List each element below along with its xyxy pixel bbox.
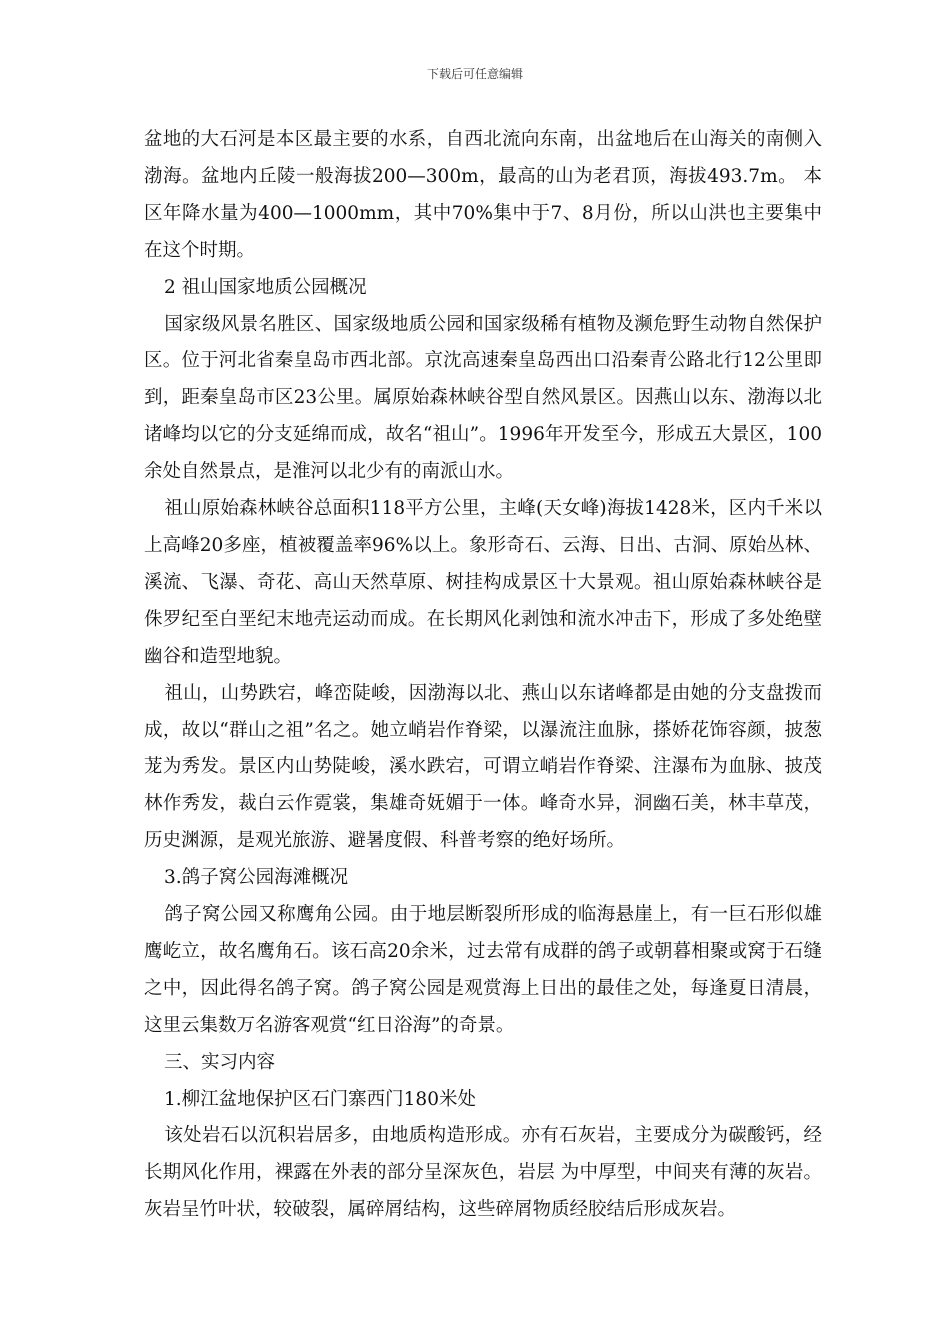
section-heading-gezi-wo: 3.鸽子窝公园海滩概况 [164,867,349,889]
page-header: 下载后可任意编辑 [426,67,523,81]
subsection-heading-liujiang: 1.柳江盆地保护区石门寨西门180米处 [164,1088,476,1110]
document-body [144,122,822,1229]
paragraph-liujiang-rock: 该处岩石以沉积岩居多，由地质构造形成。亦有石灰岩，主要成分为碳酸钙，经长期风化作用，裸露在外表的部分呈深灰色，岩层 为中厚型，中间夹有薄的灰岩。灰岩呈竹叶状，较破裂，属碎屑结构，这些碎屑物质经胶结后形成灰岩。 [144,1125,822,1221]
section-heading-zushan: 2 祖山国家地质公园概况 [164,276,367,298]
paragraph-zushan-forest: 祖山原始森林峡谷总面积118平方公里，主峰(天女峰)海拔1428米，区内千米以上高峰20多座，植被覆盖率96%以上。象形奇石、云海、日出、古洞、原始丛林、溪流、飞瀑、奇花、高山天然草原、树挂构成景区十大景观。祖山原始森林峡谷是侏罗纪至白垩纪末地壳运动而成。在长期风化剥蚀和流水冲击下，形成了多处绝壁幽谷和造型地貌。 [144,498,822,667]
section-heading-practice: 三、实习内容 [164,1051,276,1073]
paragraph-zushan-landscape: 祖山，山势跌宕，峰峦陡峻，因渤海以北、燕山以东诸峰都是由她的分支盘拨而成，故以“群山之祖”名之。她立峭岩作脊梁，以瀑流注血脉，搽娇花饰容颜，披葱茏为秀发。景区内山势陡峻，溪水跌宕，可谓立峭岩作脊梁、注瀑布为血脉、披茂林作秀发，裁白云作霓裳，集雄奇妩媚于一体。峰奇水异，洞幽石美，林丰草茂，历史渊源，是观光旅游、避暑度假、科普考察的绝好场所。 [144,682,822,852]
paragraph-zushan-overview: 国家级风景名胜区、国家级地质公园和国家级稀有植物及濒危野生动物自然保护区。位于河北省秦皇岛市西北部。京沈高速秦皇岛西出口沿秦青公路北行12公里即到，距秦皇岛市区23公里。属原始森林峡谷型自然风景区。因燕山以东、渤海以北诸峰均以它的分支延绵而成，故名“祖山”。1996年开发至今，形成五大景区，100余处自然景点，是淮河以北少有的南派山水。 [144,313,822,483]
paragraph-gezi-wo: 鸽子窝公园又称鹰角公园。由于地层断裂所形成的临海悬崖上，有一巨石形似雄鹰屹立，故名鹰角石。该石高20余米，过去常有成群的鸽子或朝暮相聚或窝于石缝之中，因此得名鸽子窝。鸽子窝公园是观赏海上日出的最佳之处，每逢夏日清晨，这里云集数万名游客观赏“红日浴海”的奇景。 [144,904,822,1036]
paragraph-basin-water-system: 盆地的大石河是本区最主要的水系，自西北流向东南，出盆地后在山海关的南侧入渤海。盆地内丘陵一般海拔200—300m，最高的山为老君顶，海拔493.7m。 本区年降水量为400—1000mm，其中70%集中于7、8月份，所以山洪也主要集中在这个时期。 [144,129,822,261]
